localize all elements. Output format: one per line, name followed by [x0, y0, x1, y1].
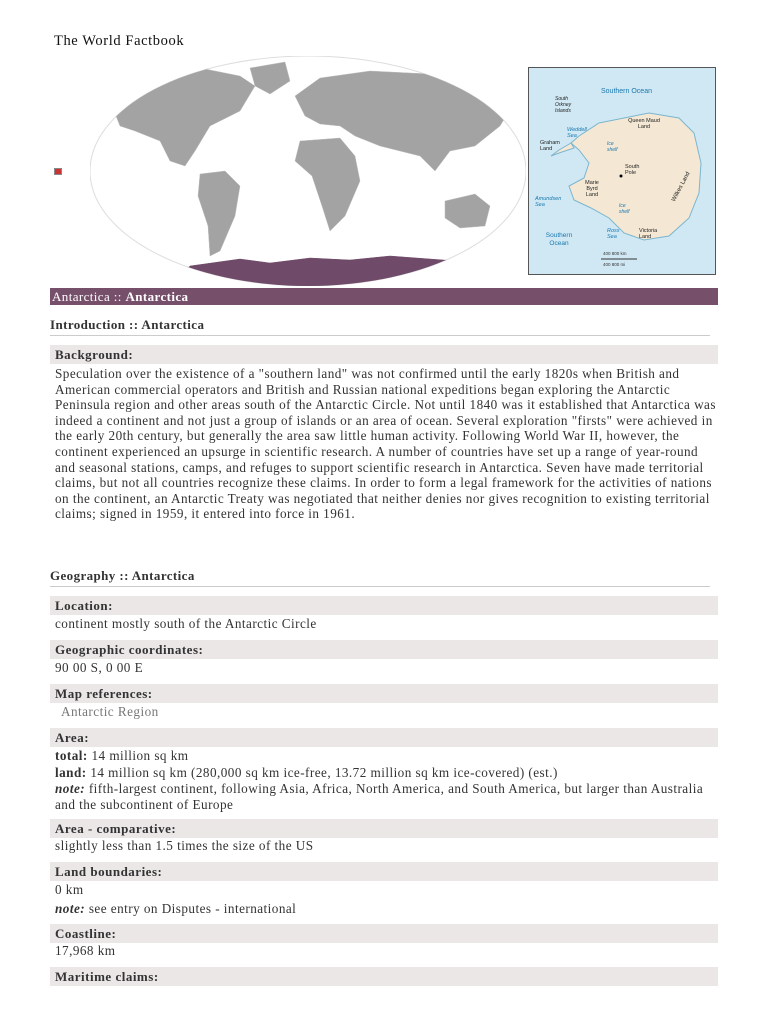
section-country: Antarctica [131, 568, 195, 583]
country-name: Antarctica [125, 289, 189, 304]
area-note-label: note: [55, 781, 86, 796]
field-coastline[interactable]: Coastline: [50, 924, 718, 943]
map-label: Ross Sea [607, 228, 620, 240]
world-locator-map [90, 56, 526, 286]
map-label: Victoria Land [639, 228, 658, 240]
background-text: Speculation over the existence of a "southern land" was not confirmed until the early 1820s when British and American commercial operators and British and Russian national expeditions began exploring the Antarctic Peninsula region and other areas south of the Antarctic Circle. Not until 1840 was it established that Antarctica was indeed a continent and not just a group of islands or an area of ocean. Several exploration "firsts" were achieved in the early 20th century, but generally the area saw little human activity. Following World War II, however, the continent experienced an upsurge in scientific research. A number of countries have set up a range of year-round and seasonal stations, camps, and refuges to support scientific research in Antarctica. Seven have made territorial claims, but not all countries recognize these claims. In order to form a legal framework for the activities of nations on the continent, an Antarctic Treaty was negotiated that neither denies nor gives recognition to existing territorial claims; signed in 1959, it entered into force in 1961. [55, 366, 716, 522]
coordinates-text: 90 00 S, 0 00 E [55, 660, 144, 675]
site-title[interactable]: The World Factbook [54, 33, 185, 49]
area-comparative-text: slightly less than 1.5 times the size of the US [55, 838, 314, 853]
section-title: Geography [50, 568, 116, 583]
map-label: South Pole [625, 164, 640, 176]
area-note-text: fifth-largest continent, following Asia, Africa, North America, and South America, but larger than Australia and the subcontinent of Europe [55, 781, 704, 812]
map-label: Amundsen Sea [535, 196, 562, 208]
separator: :: [110, 289, 126, 304]
country-title-bar [50, 288, 718, 305]
land-boundaries-note-label: note: [55, 901, 86, 916]
area-total-label: total: [55, 748, 88, 763]
area-total [55, 748, 718, 764]
map-reference-link[interactable]: Antarctic Region [61, 704, 159, 719]
location-text: continent mostly south of the Antarctic Circle [55, 616, 317, 631]
map-label: Ice shelf [607, 141, 618, 153]
region-name[interactable]: Antarctica [52, 289, 111, 304]
map-label: Southern Ocean [601, 88, 652, 95]
area-land-label: land: [55, 765, 87, 780]
field-background[interactable]: Background: [50, 345, 718, 364]
map-scale-mi: 400 800 mi [603, 262, 626, 267]
area-note [55, 781, 718, 812]
map-label: Weddell Sea [567, 127, 587, 139]
area-land-value: 14 million sq km (280,000 sq km ice-free, 13.72 million sq km ice-covered) (est.) [90, 765, 558, 780]
map-label: Graham Land [540, 140, 560, 152]
area-total-value: 14 million sq km [91, 748, 189, 763]
section-geography[interactable] [50, 568, 710, 587]
map-references-text [55, 704, 718, 720]
separator: :: [125, 317, 142, 332]
map-label: Queen Maud Land [628, 118, 660, 130]
section-introduction[interactable] [50, 317, 710, 336]
section-country: Antarctica [141, 317, 205, 332]
area-land [55, 765, 718, 781]
section-title: Introduction [50, 317, 126, 332]
south-pole-dot [620, 175, 623, 178]
map-label: Ice shelf [619, 203, 630, 215]
field-area[interactable]: Area: [50, 728, 718, 747]
field-coordinates[interactable]: Geographic coordinates: [50, 640, 718, 659]
coastline-text: 17,968 km [55, 943, 116, 958]
flag-icon[interactable] [54, 168, 62, 175]
field-maritime-claims[interactable]: Maritime claims: [50, 967, 718, 986]
land-boundaries-note [55, 901, 718, 917]
separator: :: [115, 568, 132, 583]
field-land-boundaries[interactable]: Land boundaries: [50, 862, 718, 881]
map-label: Wilkes Land [671, 171, 692, 203]
map-label: Southern Ocean [545, 232, 573, 247]
map-scale-km: 400 800 km [603, 251, 627, 256]
field-map-references[interactable]: Map references: [50, 684, 718, 703]
antarctica-region-map[interactable] [528, 67, 716, 275]
land-boundaries-text: 0 km [55, 882, 84, 897]
map-label: South Orkney Islands [555, 96, 572, 114]
field-location[interactable]: Location: [50, 596, 718, 615]
land-boundaries-note-text: see entry on Disputes - international [88, 901, 297, 916]
field-area-comparative[interactable]: Area - comparative: [50, 819, 718, 838]
map-label: Marie Byrd Land [585, 180, 599, 198]
